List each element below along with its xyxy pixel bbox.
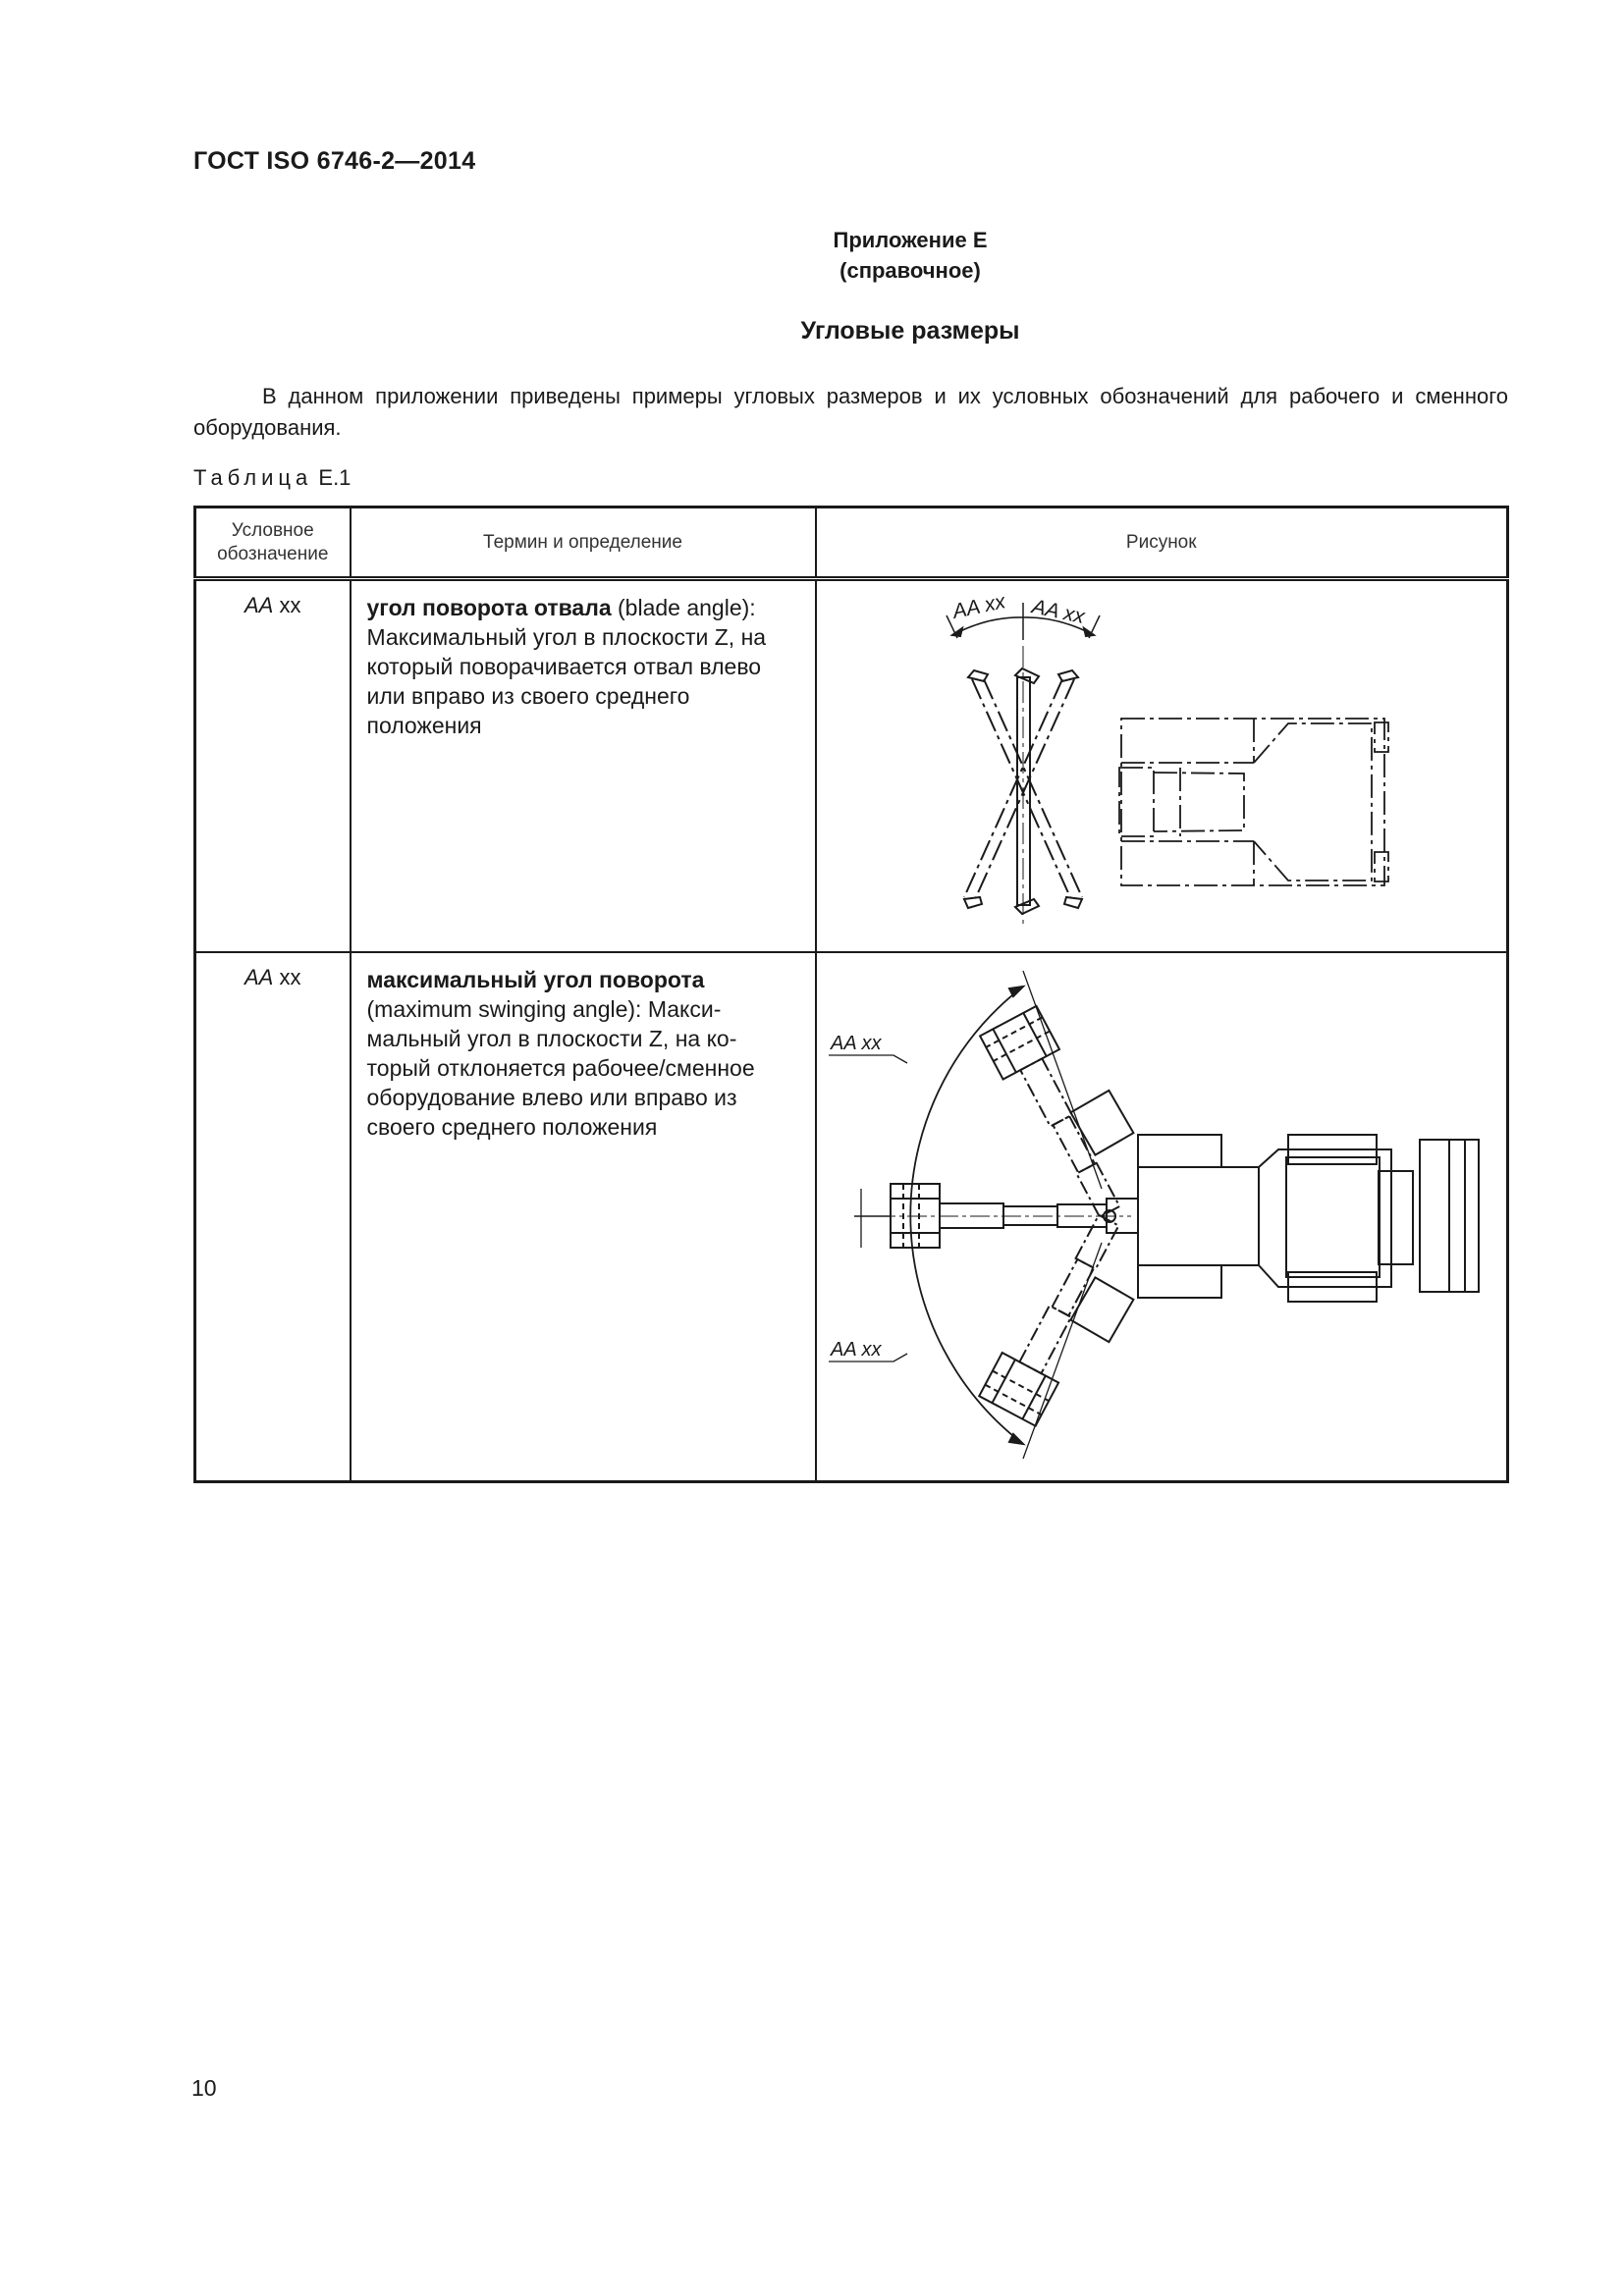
- figure-label-bottom: AA xx: [830, 1339, 881, 1361]
- term-name: максимальный угол поворота: [366, 967, 705, 992]
- intro-paragraph: В данном приложении приведены примеры угловых размеров и их условных обозначений для рабочего и сменного оборудования.: [193, 384, 1508, 440]
- angles-table: [193, 506, 1509, 1483]
- page-number: 10: [191, 2075, 217, 2101]
- table-row: [195, 952, 1508, 1482]
- symbol-cell: [195, 952, 351, 1482]
- figure-label-right: AA xx: [1029, 595, 1087, 629]
- swing-angle-drawing: [817, 953, 1504, 1468]
- term-name: угол поворота отвала: [366, 595, 612, 620]
- symbol-italic: AA: [244, 593, 274, 617]
- header-symbol: Условное обозначение: [195, 507, 351, 579]
- term-definition: (maximum swinging angle): Макси-мальный угол в плоскости Z, на ко-торый отклоняется рабочее/сменное оборудование влево или вправо из своего среднего положения: [366, 996, 755, 1140]
- table-header-row: [195, 507, 1508, 579]
- term-cell: [351, 952, 816, 1482]
- table-label: [193, 465, 351, 491]
- annex-title: Приложение Е: [833, 228, 988, 252]
- table-label-number: Е.1: [318, 465, 352, 490]
- annex-subtitle: (справочное): [839, 258, 981, 283]
- symbol-suffix: xx: [273, 965, 301, 989]
- header-figure: Рисунок: [816, 507, 1508, 579]
- term-cell: [351, 579, 816, 953]
- section-title: Угловые размеры: [800, 317, 1020, 345]
- symbol-italic: AA: [244, 965, 274, 989]
- figure-cell: [816, 579, 1508, 953]
- table-label-word: Таблица: [193, 465, 313, 490]
- annex-heading: [0, 225, 1624, 286]
- header-term: Термин и определение: [351, 507, 816, 579]
- term-definition: (blade angle): Максимальный угол в плоскости Z, на который поворачивается отвал влево или вправо из своего среднего положения: [366, 595, 767, 738]
- figure-label-left: AA xx: [949, 590, 1007, 623]
- symbol-suffix: xx: [273, 593, 301, 617]
- figure-label-top: AA xx: [830, 1033, 881, 1054]
- figure-cell: [816, 952, 1508, 1482]
- symbol-cell: [195, 579, 351, 953]
- blade-angle-drawing: [817, 581, 1504, 939]
- table-row: [195, 579, 1508, 953]
- document-code: ГОСТ ISO 6746-2—2014: [193, 147, 476, 175]
